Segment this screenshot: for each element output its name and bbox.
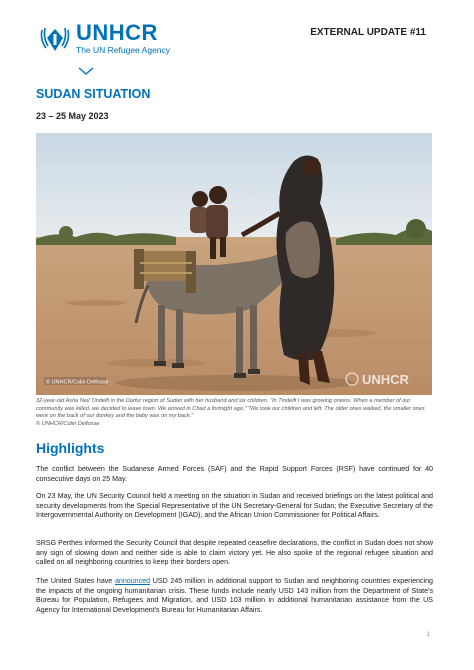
highlight-paragraph-3: SRSG Perthes informed the Security Council that despite repeated ceasefire declarations, the conflict in Sudan does not show any sign of slowing down and neither side is able to claim victory yet. He also spoke of the regional refugee situation and called on all neighboring countries to keep their borders open. [36,539,433,566]
page-number: 1 [426,632,430,638]
logo-name: UNHCR [76,20,158,45]
highlight-paragraph-1: The conflict between the Sudanese Armed Forces (SAF) and the Rapid Support Forces (RSF) have continued for 40 consecutive days on 25 May. [36,465,433,483]
caption-text: 32-year-old Asha Neil Tindelfi in the Darfur region of Sudan with her husband and six children. "In Tindelfi I was growing onions. When a member of our community was killed, we decided to leave town. We arrived in Chad a fortnight ago." "We took our children and left. The older ones walked, the smaller ones were on the back of our donkey and the baby was on my back." [36,398,425,420]
highlights-heading: Highlights [36,440,105,456]
date-range: 23 – 25 May 2023 [36,111,109,121]
svg-text:© UNHCR/Colin Delfosse: © UNHCR/Colin Delfosse [46,379,109,386]
logo-tagline: The UN Refugee Agency [76,45,171,55]
photo-caption [36,398,432,428]
highlight-paragraph-2: On 23 May, the UN Security Council held a meeting on the situation in Sudan and received briefings on the latest political and security developments from the Special Representative of the UN Secretary-General for Sudan; the Executive Secretary of the Intergovernmental Authority on Development (IGAD), and the African Union Commissioner for Political Affairs. [36,492,433,519]
update-label: EXTERNAL UPDATE #11 [310,27,426,38]
page-title: SUDAN SITUATION [36,87,151,101]
highlight-paragraph-4 [36,577,433,615]
photo-credit-watermark [44,377,108,386]
svg-text:UNHCR: UNHCR [362,372,409,387]
unhcr-emblem-icon [38,24,72,54]
caption-credit: © UNHCR/Colin Delfosse [36,420,100,427]
p4-text-before: The United States have [36,577,115,585]
unhcr-logo [38,22,170,55]
chevron-down-icon [78,66,94,76]
announced-link[interactable]: announced [114,577,151,585]
p4-text-after: USD 245 million in additional support to Sudan and neighboring countries experiencing the impacts of the ongoing humanitarian crisis. These funds include nearly USD 143 million from the Department of State's Bureau for Population, Refugees and Migration, and USD 103 million in additional humanitarian assistance from the US Agency for International Development's Bureau for Humanitarian Affairs. [36,577,433,614]
cover-photo [36,133,432,395]
